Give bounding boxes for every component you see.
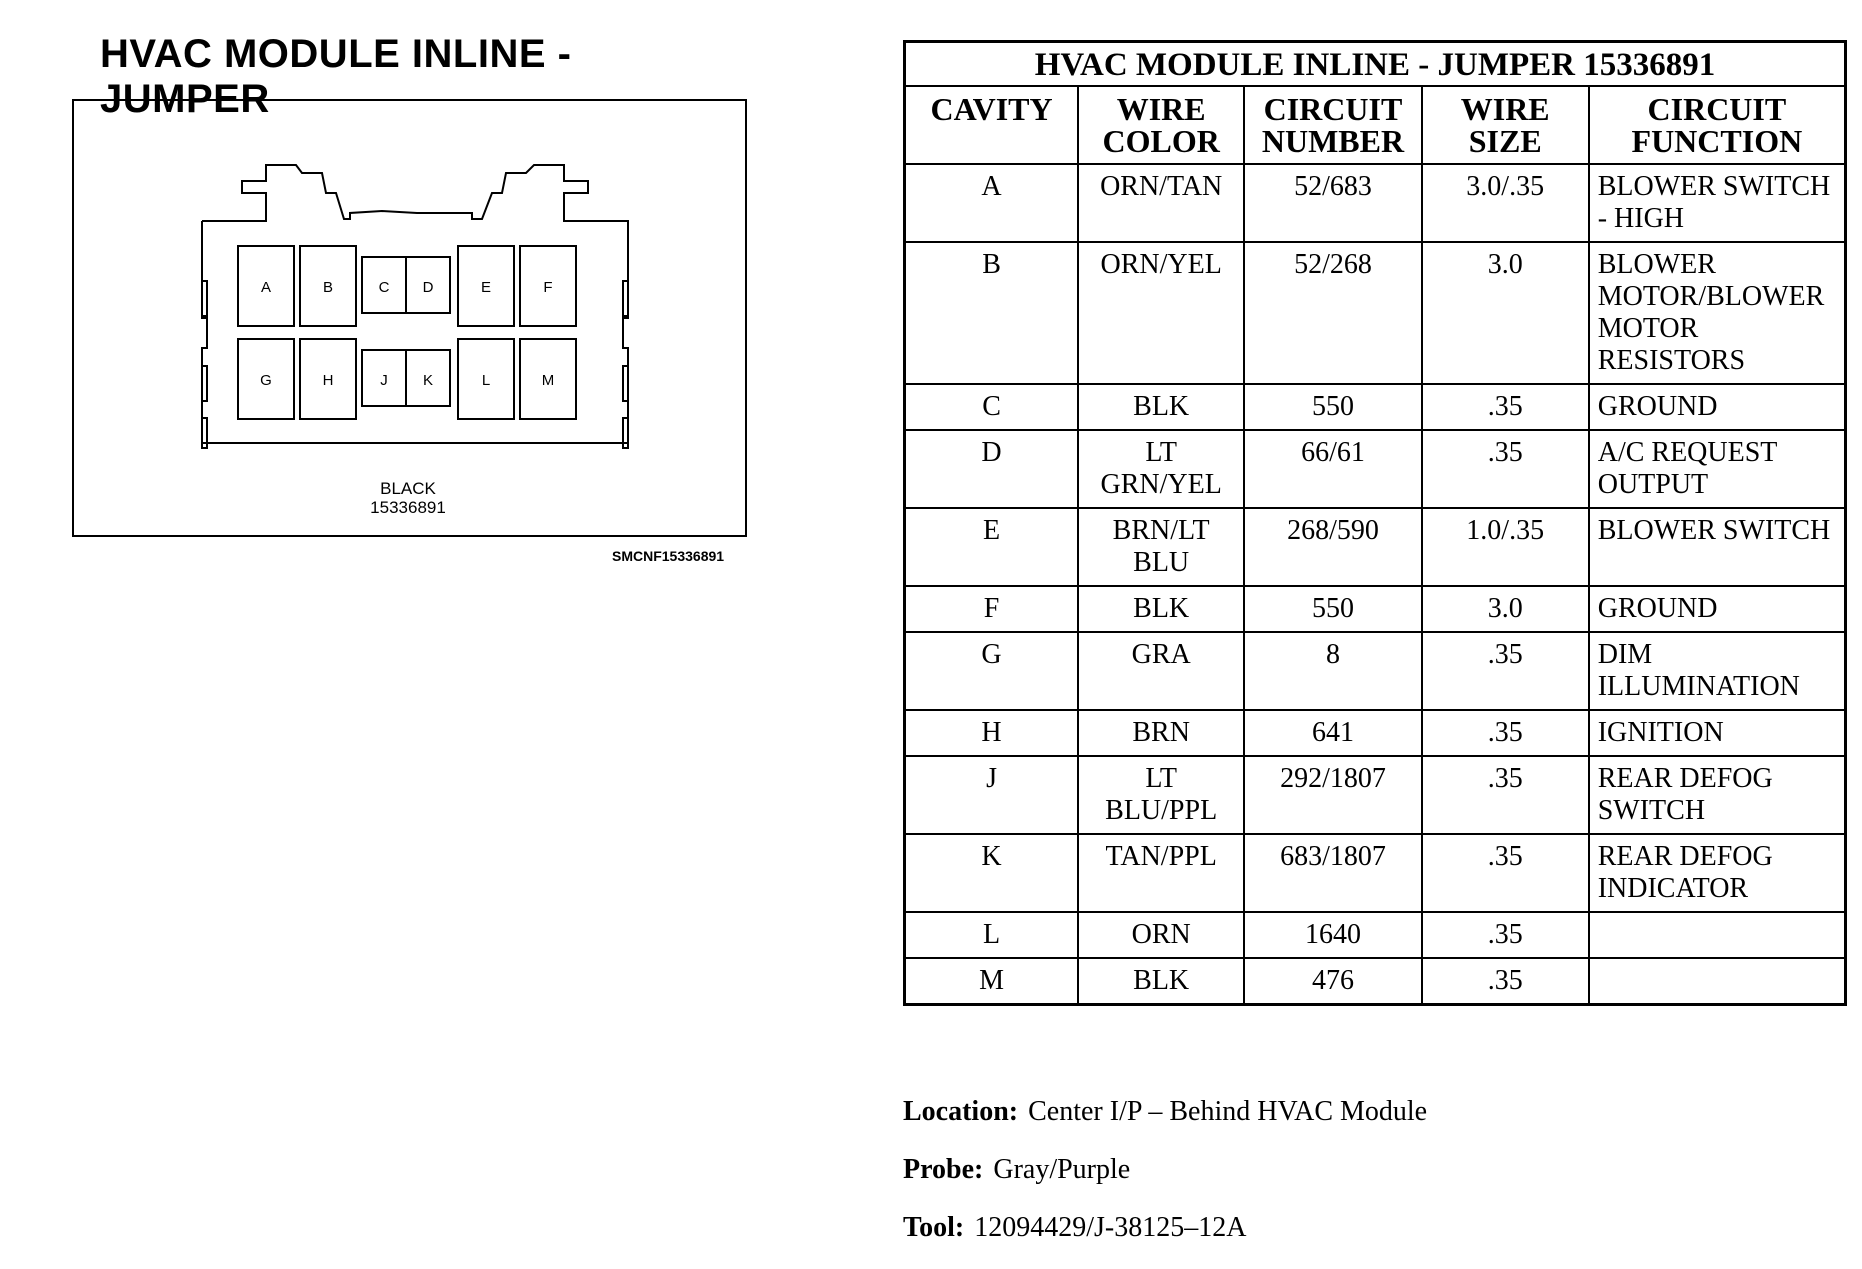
table-row xyxy=(905,164,1846,242)
diagram-title: HVAC MODULE INLINE - JUMPER xyxy=(100,32,572,121)
cavity-cell-text: M xyxy=(979,965,1004,996)
wire-color-cell-text: TAN/PPL xyxy=(1105,841,1217,872)
table-body xyxy=(905,164,1846,1005)
circuit-number-cell-text: 641 xyxy=(1311,717,1354,748)
circuit-number-cell-text: 52/683 xyxy=(1294,171,1372,202)
tool-value: 12094429/J-38125–12A xyxy=(974,1212,1247,1243)
wire-color-cell xyxy=(1078,242,1244,384)
circuit-number-cell xyxy=(1244,632,1421,710)
circuit-function-cell-text: RESISTORS xyxy=(1597,345,1746,376)
circuit-function-cell xyxy=(1589,508,1846,586)
wire-color-cell xyxy=(1078,164,1244,242)
wire-color-cell xyxy=(1078,384,1244,430)
cavity-cell-text: A xyxy=(981,171,1002,202)
wire-color-cell xyxy=(1078,586,1244,632)
circuit-function-cell xyxy=(1589,242,1846,384)
header-wire-size: WIRE SIZE xyxy=(1422,86,1589,164)
wire-size-cell xyxy=(1422,586,1589,632)
circuit-number-cell xyxy=(1244,834,1421,912)
circuit-function-cell-text: MOTOR/BLOWER xyxy=(1597,281,1825,312)
wire-size-cell xyxy=(1422,242,1589,384)
circuit-function-cell-text: SWITCH xyxy=(1597,795,1706,826)
wire-color-cell-text: BRN xyxy=(1132,717,1190,748)
pinout-table xyxy=(903,40,1847,1006)
circuit-function-cell xyxy=(1589,912,1846,958)
circuit-number-cell-text: 292/1807 xyxy=(1280,763,1386,794)
table-row xyxy=(905,912,1846,958)
wire-size-cell xyxy=(1422,958,1589,1005)
table-row xyxy=(905,958,1846,1005)
circuit-function-cell-text: BLOWER SWITCH xyxy=(1597,171,1831,202)
cavity-cell xyxy=(905,430,1079,508)
connector-bottom xyxy=(202,348,628,443)
cavity-cell xyxy=(905,508,1079,586)
notes xyxy=(903,1095,1427,1269)
probe-value: Gray/Purple xyxy=(993,1154,1131,1185)
wire-size-cell xyxy=(1422,632,1589,710)
wire-color-cell xyxy=(1078,834,1244,912)
pin-label: M xyxy=(541,372,555,389)
circuit-function-cell-text: BLOWER SWITCH xyxy=(1597,515,1831,546)
pin-label: B xyxy=(322,279,334,296)
probe-note xyxy=(903,1153,1427,1211)
cavity-cell-text: K xyxy=(981,841,1002,872)
connector-diagram xyxy=(72,99,747,537)
circuit-number-cell xyxy=(1244,384,1421,430)
wire-size-cell xyxy=(1422,710,1589,756)
circuit-function-cell-text: BLOWER xyxy=(1597,249,1716,280)
connector-part-number: 15336891 xyxy=(370,498,446,517)
table-row xyxy=(905,384,1846,430)
pin-label: A xyxy=(260,279,272,296)
cavity-cell-text: J xyxy=(986,763,997,794)
location-value: Center I/P – Behind HVAC Module xyxy=(1028,1096,1428,1127)
cavity-cell xyxy=(905,384,1079,430)
wire-color-cell-text: ORN xyxy=(1131,919,1191,950)
wire-size-cell xyxy=(1422,508,1589,586)
wire-size-cell-text: 3.0 xyxy=(1487,593,1523,624)
wire-size-cell-text: .35 xyxy=(1487,841,1523,872)
circuit-function-cell xyxy=(1589,632,1846,710)
table-row xyxy=(905,586,1846,632)
circuit-function-cell xyxy=(1589,430,1846,508)
wire-size-cell-text: 3.0/.35 xyxy=(1466,171,1545,202)
wire-size-cell-text: .35 xyxy=(1487,919,1523,950)
table-row xyxy=(905,430,1846,508)
header-circuit-number: CIRCUIT NUMBER xyxy=(1244,86,1421,164)
drawing-code: SMCNF15336891 xyxy=(612,548,725,564)
wire-color-cell-text: BLK xyxy=(1133,965,1190,996)
pin-label: K xyxy=(422,372,434,389)
cavity-cell xyxy=(905,586,1079,632)
table-row xyxy=(905,710,1846,756)
wire-color-cell-text: BLK xyxy=(1133,391,1190,422)
location-label: Location: xyxy=(903,1096,1019,1127)
circuit-number-cell xyxy=(1244,586,1421,632)
circuit-function-cell-text: OUTPUT xyxy=(1597,469,1709,500)
wire-size-cell-text: 1.0/.35 xyxy=(1466,515,1545,546)
cavity-cell xyxy=(905,912,1079,958)
circuit-function-cell xyxy=(1589,164,1846,242)
circuit-number-cell-text: 1640 xyxy=(1304,919,1361,950)
wire-size-cell xyxy=(1422,834,1589,912)
wire-color-cell xyxy=(1078,958,1244,1005)
table-row xyxy=(905,632,1846,710)
header-wire-color: WIRE COLOR xyxy=(1078,86,1244,164)
circuit-function-cell-text: MOTOR xyxy=(1597,313,1699,344)
wire-color-cell xyxy=(1078,508,1244,586)
cavity-cell-text: C xyxy=(982,391,1001,422)
wire-color-cell-text: GRA xyxy=(1131,639,1191,670)
circuit-function-cell-text: DIM xyxy=(1597,639,1653,670)
pin-label: J xyxy=(380,372,388,389)
header-circuit-function: CIRCUIT FUNCTION xyxy=(1589,86,1846,164)
pin-label: H xyxy=(322,372,334,389)
pin-label: D xyxy=(422,279,434,296)
cavity-cell xyxy=(905,834,1079,912)
wire-color-cell-text: BLU xyxy=(1133,547,1190,578)
wire-size-cell-text: .35 xyxy=(1487,391,1523,422)
cavity-cell-text: D xyxy=(981,437,1002,468)
circuit-number-cell xyxy=(1244,430,1421,508)
circuit-number-cell-text: 550 xyxy=(1311,593,1354,624)
probe-label: Probe: xyxy=(903,1154,984,1185)
cavity-cell-text: L xyxy=(982,919,1001,950)
circuit-function-cell-text: A/C REQUEST xyxy=(1597,437,1778,468)
circuit-number-cell-text: 683/1807 xyxy=(1280,841,1386,872)
circuit-number-cell xyxy=(1244,242,1421,384)
wire-size-cell xyxy=(1422,912,1589,958)
wire-color-cell-text: LT xyxy=(1145,763,1177,794)
circuit-function-cell-text: - HIGH xyxy=(1597,203,1685,234)
wire-color-cell xyxy=(1078,912,1244,958)
table-row xyxy=(905,756,1846,834)
circuit-number-cell xyxy=(1244,164,1421,242)
table-row xyxy=(905,834,1846,912)
cavity-cell xyxy=(905,710,1079,756)
wire-color-cell-text: LT xyxy=(1145,437,1177,468)
cavity-cell xyxy=(905,632,1079,710)
cavity-cell xyxy=(905,242,1079,384)
circuit-number-cell xyxy=(1244,756,1421,834)
circuit-number-cell-text: 66/61 xyxy=(1301,437,1365,468)
wire-size-cell-text: .35 xyxy=(1487,763,1523,794)
wire-color-cell xyxy=(1078,710,1244,756)
table-header-row xyxy=(905,86,1846,164)
circuit-number-cell-text: 268/590 xyxy=(1287,515,1379,546)
pin-label: E xyxy=(480,279,492,296)
header-cavity: CAVITY xyxy=(905,86,1079,164)
circuit-function-cell-text: REAR DEFOG xyxy=(1597,841,1773,872)
circuit-number-cell xyxy=(1244,710,1421,756)
wire-size-cell-text: .35 xyxy=(1487,717,1523,748)
circuit-function-cell-text: ILLUMINATION xyxy=(1597,671,1800,702)
wire-color-cell-text: ORN/YEL xyxy=(1100,249,1222,280)
wire-color-cell-text: BRN/LT xyxy=(1112,515,1210,546)
circuit-number-cell xyxy=(1244,508,1421,586)
circuit-function-cell-text: GROUND xyxy=(1597,593,1718,624)
circuit-function-cell-text: GROUND xyxy=(1597,391,1718,422)
wire-size-cell-text: .35 xyxy=(1487,639,1523,670)
circuit-function-cell-text: IGNITION xyxy=(1597,717,1724,748)
circuit-function-cell xyxy=(1589,756,1846,834)
wire-color-cell xyxy=(1078,632,1244,710)
cavity-cell xyxy=(905,756,1079,834)
pin-label: F xyxy=(543,279,553,296)
connector-drawing xyxy=(74,101,749,539)
cavity-cell-text: E xyxy=(982,515,1001,546)
pin-label: C xyxy=(378,279,390,296)
cavity-cell-text: G xyxy=(981,639,1002,670)
circuit-number-cell xyxy=(1244,958,1421,1005)
wire-color-cell-text: ORN/TAN xyxy=(1100,171,1223,202)
circuit-function-cell xyxy=(1589,958,1846,1005)
cavity-cell xyxy=(905,164,1079,242)
wire-color-cell-text: BLU/PPL xyxy=(1105,795,1218,826)
circuit-number-cell-text: 476 xyxy=(1311,965,1354,996)
tool-label: Tool: xyxy=(903,1212,965,1243)
wire-size-cell xyxy=(1422,756,1589,834)
circuit-function-cell-text: INDICATOR xyxy=(1597,873,1749,904)
table-row xyxy=(905,508,1846,586)
wire-color-cell-text: BLK xyxy=(1133,593,1190,624)
cavity-cell-text: B xyxy=(982,249,1001,280)
wire-size-cell xyxy=(1422,164,1589,242)
location-note xyxy=(903,1095,1427,1153)
cavity-cell-text: F xyxy=(983,593,1000,624)
wire-color-cell xyxy=(1078,430,1244,508)
pin-label: L xyxy=(481,372,491,389)
wire-size-cell xyxy=(1422,430,1589,508)
wire-size-cell-text: .35 xyxy=(1487,965,1523,996)
cavity-cell-text: H xyxy=(981,717,1002,748)
connector-color: BLACK xyxy=(380,479,436,498)
circuit-function-cell xyxy=(1589,834,1846,912)
wire-color-cell-text: GRN/YEL xyxy=(1100,469,1222,500)
table-row xyxy=(905,242,1846,384)
tool-note xyxy=(903,1211,1427,1269)
circuit-number-cell-text: 52/268 xyxy=(1294,249,1372,280)
circuit-function-cell xyxy=(1589,710,1846,756)
circuit-number-cell xyxy=(1244,912,1421,958)
pin-label: G xyxy=(260,372,272,389)
circuit-function-cell xyxy=(1589,586,1846,632)
circuit-number-cell-text: 8 xyxy=(1325,639,1340,670)
wire-color-cell xyxy=(1078,756,1244,834)
circuit-function-cell xyxy=(1589,384,1846,430)
table-title: HVAC MODULE INLINE - JUMPER 15336891 xyxy=(905,42,1846,87)
cavity-cell xyxy=(905,958,1079,1005)
circuit-number-cell-text: 550 xyxy=(1311,391,1354,422)
circuit-function-cell-text: REAR DEFOG xyxy=(1597,763,1773,794)
wire-size-cell xyxy=(1422,384,1589,430)
wire-size-cell-text: .35 xyxy=(1487,437,1523,468)
wire-size-cell-text: 3.0 xyxy=(1487,249,1523,280)
